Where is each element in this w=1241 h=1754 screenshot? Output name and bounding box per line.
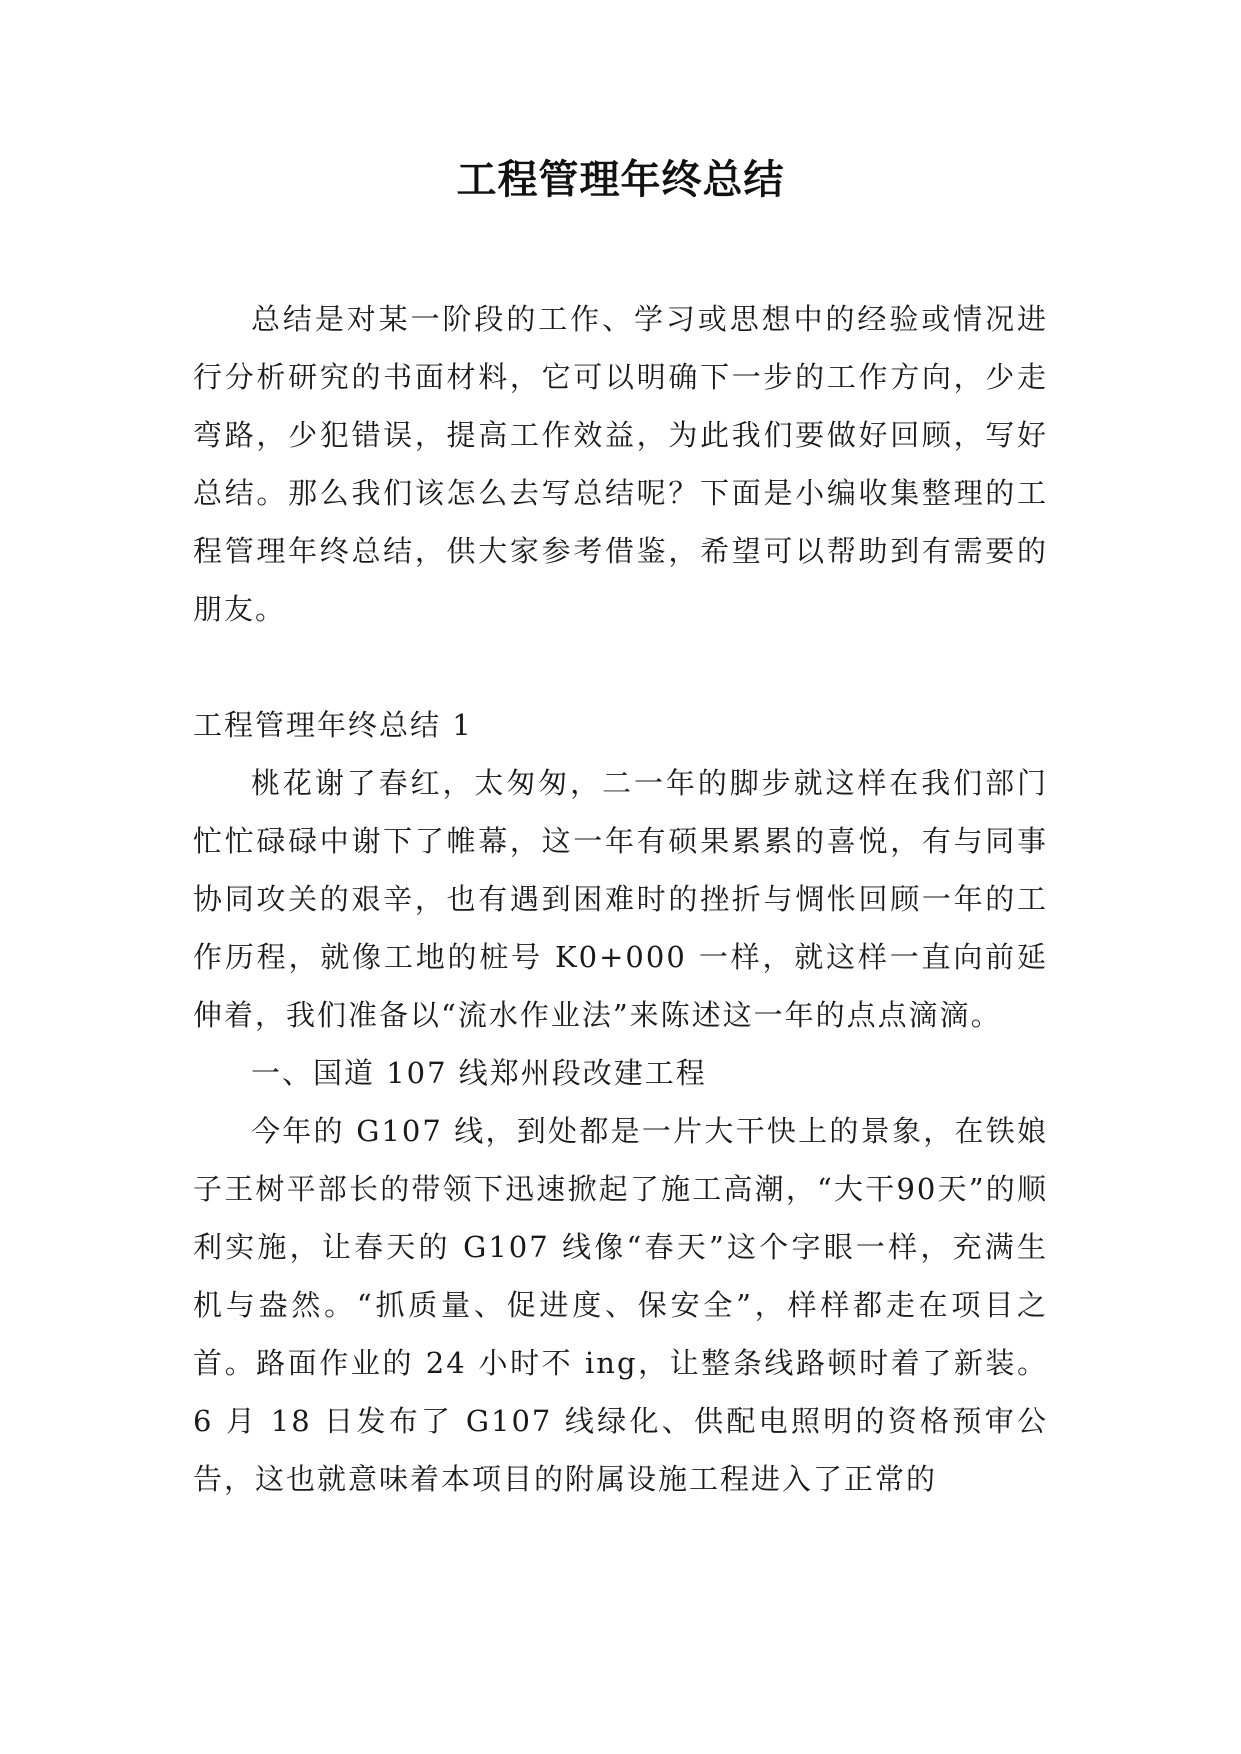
section-title: 工程管理年终总结 1	[193, 708, 473, 742]
paragraph-gap	[193, 638, 1048, 696]
body-paragraph-2: 今年的 G107 线，到处都是一片大干快上的景象，在铁娘子王树平部长的带领下迅速掀起了施工高潮，“大干90天”的顺利实施，让春天的 G107 线像“春天”这个字眼一样，充满生机与盎然。“抓质量、促进度、保安全”，样样都走在项目之首。路面作业的 24 小时不 ing，让整条线路顿时着了新装。6 月 18 日发布了 G107 线绿化、供配电照明的资格预审公告，这也就意味着本项目的附属设施工程进入了正常的	[193, 1114, 1048, 1496]
document-title: 工程管理年终总结	[456, 157, 785, 203]
body-paragraph-1: 桃花谢了春红，太匆匆，二一年的脚步就这样在我们部门忙忙碌碌中谢下了帷幕，这一年有硕果累累的喜悦，有与同事协同攻关的艰辛，也有遇到困难时的挫折与惆怅回顾一年的工作历程，就像工地的桩号 K0+000 一样，就这样一直向前延伸着，我们准备以“流水作业法”来陈述这一年的点点滴滴。	[193, 766, 1048, 1032]
intro-paragraph: 总结是对某一阶段的工作、学习或思想中的经验或情况进行分析研究的书面材料，它可以明确下一步的工作方向，少走弯路，少犯错误，提高工作效益，为此我们要做好回顾，写好总结。那么我们该怎么去写总结呢？下面是小编收集整理的工程管理年终总结，供大家参考借鉴，希望可以帮助到有需要的朋友。	[193, 302, 1048, 626]
document-body	[193, 290, 1048, 1508]
section-heading-1: 一、国道 107 线郑州段改建工程	[251, 1056, 707, 1090]
